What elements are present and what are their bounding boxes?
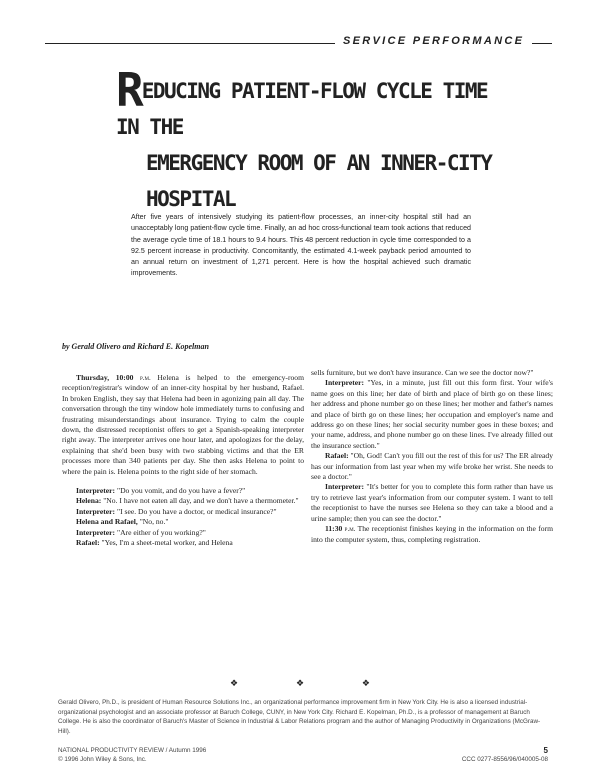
dialogue-text: "Do you vomit, and do you have a fever?" — [115, 486, 246, 496]
timestamp: 11:30 — [325, 524, 343, 534]
title-line-1-rest: EDUCING PATIENT-FLOW CYCLE TIME IN THE — [116, 79, 488, 139]
author-bio: Gerald Olivero, Ph.D., is president of Human Resource Solutions Inc., an organizational performance improvement firm in New York City. He is also a licensed industrial-organizational psychologist and an associate professor at Baruch College, CUNY, in New York City. Richard E. Kopelman, Ph.D., is a professor of management at Baruch College. He is also the coordinator of Baruch's Master of Science in Industrial & Labor Relations program and the author of Managing Productivity in Organizations (McGraw-Hill). — [58, 699, 541, 735]
header-rule-left — [45, 43, 335, 44]
dialogue-line — [62, 538, 304, 548]
dialogue-text: "Yes, I'm a sheet-metal worker, and Helena — [99, 538, 233, 548]
dialogue-text: "It's better for you to complete this form rather than have us try to retrieve last year's information from our computer system. I want to tell the receptionist to have the nurses see Helena so they can take a blood and a urine sample; then you can see the doctor." — [311, 482, 553, 523]
speaker: Helena and Rafael, — [76, 517, 138, 527]
speaker: Rafael: — [76, 538, 100, 548]
paragraph-text: The receptionist finishes keying in the information on the form into the computer system, thus, completing registration. — [311, 524, 553, 544]
dialogue-line — [62, 517, 304, 527]
dialogue-text: "I see. Do you have a doctor, or medical insurance?" — [115, 506, 277, 516]
header-rule-right — [532, 43, 552, 44]
closing-paragraph — [311, 524, 553, 545]
intro-paragraph — [62, 373, 304, 477]
byline: by Gerald Olivero and Richard E. Kopelman — [62, 342, 209, 351]
dialogue-line — [311, 482, 553, 524]
title-drop-cap: R — [116, 63, 142, 117]
timestamp-ampm: p.m. — [344, 525, 356, 534]
speaker: Interpreter: — [325, 482, 365, 492]
speaker: Interpreter: — [76, 486, 116, 496]
separator-ornament-icon: ❖ — [230, 678, 239, 688]
ccc-code: CCC 0277-8556/96/040005-08 — [461, 756, 548, 763]
dialogue-line — [62, 496, 304, 506]
speaker: Helena: — [76, 496, 102, 506]
separator-ornament-icon: ❖ — [295, 678, 305, 688]
footer-right — [462, 746, 548, 764]
dialogue-text: "Oh, God! Can't you fill out the rest of this for us? The ER already has our information from last year when my wife broke her wrist. She needs to see a doctor." — [311, 451, 553, 482]
dialogue-line — [311, 451, 553, 482]
speaker: Interpreter: — [325, 378, 365, 388]
journal-name: NATIONAL PRODUCTIVITY REVIEW / Autumn 1996 — [58, 747, 207, 754]
left-column — [62, 373, 304, 549]
speaker: Interpreter: — [76, 527, 116, 537]
timestamp: Thursday, 10:00 — [76, 373, 134, 382]
dialogue-line — [62, 486, 304, 496]
abstract: After five years of intensively studying its patient-flow processes, an inner-city hospital still had an unacceptably long patient-flow cycle time. Finally, an ad hoc cross-functional team took actions that reduced the average cycle time of 18.1 hours to 9.4 hours. This 48 percent reduction in cycle time corresponded to a 92.5 percent increase in productivity. Concomitantly, the estimated 4.1-week payback period amounted to an annual return on investment of 1,271 percent. Here is how the hospital achieved such dramatic improvements. — [131, 213, 471, 278]
separator-ornament-icon: ❖ — [361, 678, 370, 688]
page-number: 5 — [543, 746, 548, 755]
section-label: SERVICE PERFORMANCE — [343, 35, 525, 47]
dialogue-line — [62, 507, 304, 517]
dialogue-text: "No. I have not eaten all day, and we don't have a thermometer." — [101, 496, 299, 506]
speaker: Rafael: — [325, 451, 349, 461]
dialogue-line — [62, 528, 304, 538]
dialogue-text: "No, no." — [137, 517, 169, 527]
dialogue-line — [311, 378, 553, 451]
speaker: Interpreter: — [76, 506, 116, 516]
right-column — [311, 368, 553, 545]
dialogue-text: "Are either of you working?" — [115, 527, 206, 537]
copyright: © 1996 John Wiley & Sons, Inc. — [58, 756, 147, 763]
paragraph-text: Helena is helped to the emergency-room reception/registrar's window of an inner-city hospital by her husband, Rafael. In broken English, they say that Helena had been in agonizing pain all day. The conversation through the tiny window hole immediately turns to confusing and frustrating misunderstandings about insurance. Trying to calm the couple down, the distressed receptionist offers to get a Spanish-speaking interpreter right away. The interpreter arrives one hour later, and apologizes for the delay, explaining that she'd been busy with two stabbing victims and that the ER processes more than 340 patients per day. She then asks Helena to point to where the pain is. Helena points to the right side of her stomach. — [62, 373, 304, 476]
footer-left — [58, 746, 206, 764]
article-title — [116, 63, 516, 217]
timestamp-ampm: p.m. — [140, 374, 151, 382]
dialogue-text: "Yes, in a minute, just fill out this form first. Your wife's name goes on this line; her date of birth and place of birth go on these lines; her address and phone number go on these lines; her mother and father's names and place of birth go on these lines; her occupation and employer's name and address go on these lines; her social security number goes in these boxes; and your name, address, and phone number go on these lines. I've already filled out the insurance section." — [311, 378, 553, 450]
title-line-2: EMERGENCY ROOM OF AN INNER-CITY HOSPITAL — [146, 151, 492, 211]
continued-paragraph: sells furniture, but we don't have insurance. Can we see the doctor now?" — [311, 368, 534, 377]
section-separator — [230, 678, 370, 689]
title-line-1 — [116, 63, 516, 145]
